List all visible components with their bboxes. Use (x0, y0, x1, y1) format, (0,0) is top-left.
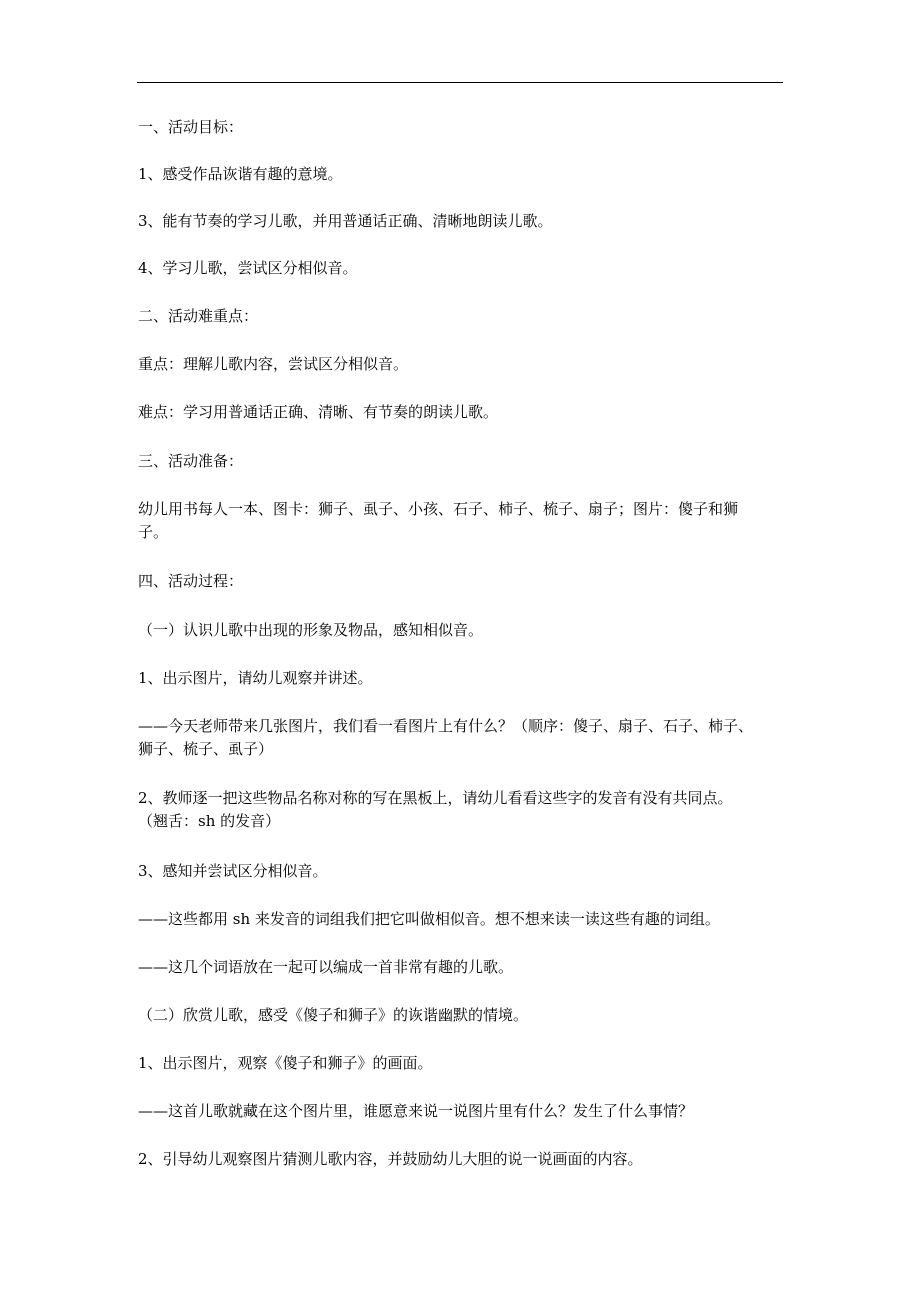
header-rule (137, 82, 783, 83)
key-point-text: 重点：理解儿歌内容，尝试区分相似音。 (138, 355, 409, 373)
process-step-2-item-2: 2、引导幼儿观察图片猜测儿歌内容，并鼓励幼儿大胆的说一说画面的内容。 (138, 1150, 643, 1168)
teacher-prompt-similar-sounds: ——这些都用 sh 来发音的词组我们把它叫做相似音。想不想来读一读这些有趣的词组。 (138, 910, 720, 928)
goal-item-4: 4、学习儿歌，尝试区分相似音。 (138, 259, 358, 277)
section-heading-preparation: 三、活动准备： (138, 452, 244, 470)
process-step-2-heading: （二）欣赏儿歌，感受《傻子和狮子》的诙谐幽默的情境。 (138, 1006, 529, 1024)
process-item-3: 3、感知并尝试区分相似音。 (138, 862, 328, 880)
process-step-2-item-1: 1、出示图片，观察《傻子和狮子》的画面。 (138, 1054, 433, 1072)
teacher-prompt-pictures: ——今天老师带来几张图片，我们看一看图片上有什么？（顺序：傻子、扇子、石子、柿子、 狮子、梳子、虱子） (138, 717, 754, 758)
section-heading-key-points: 二、活动难重点： (138, 307, 259, 325)
preparation-text: 幼儿用书每人一本、图卡：狮子、虱子、小孩、石子、柿子、梳子、扇子；图片：傻子和狮 子。 (138, 500, 739, 541)
teacher-prompt-picture-story: ——这首儿歌就藏在这个图片里，谁愿意来说一说图片里有什么？发生了什么事情？ (138, 1102, 694, 1120)
process-item-2: 2、教师逐一把这些物品名称对称的写在黑板上，请幼儿看看这些字的发音有没有共同点。 （翘舌：sh 的发音） (138, 789, 733, 830)
process-item-1: 1、出示图片，请幼儿观察并讲述。 (138, 669, 373, 687)
teacher-prompt-rhyme: ——这几个词语放在一起可以编成一首非常有趣的儿歌。 (138, 958, 514, 976)
process-step-1-heading: （一）认识儿歌中出现的形象及物品，感知相似音。 (138, 621, 484, 639)
goal-item-3: 3、能有节奏的学习儿歌，并用普通话正确、清晰地朗读儿歌。 (138, 212, 553, 230)
difficult-point-text: 难点：学习用普通话正确、清晰、有节奏的朗读儿歌。 (138, 403, 499, 421)
section-heading-goals: 一、活动目标： (138, 118, 244, 136)
section-heading-process: 四、活动过程： (138, 572, 244, 590)
goal-item-1: 1、感受作品诙谐有趣的意境。 (138, 165, 343, 183)
